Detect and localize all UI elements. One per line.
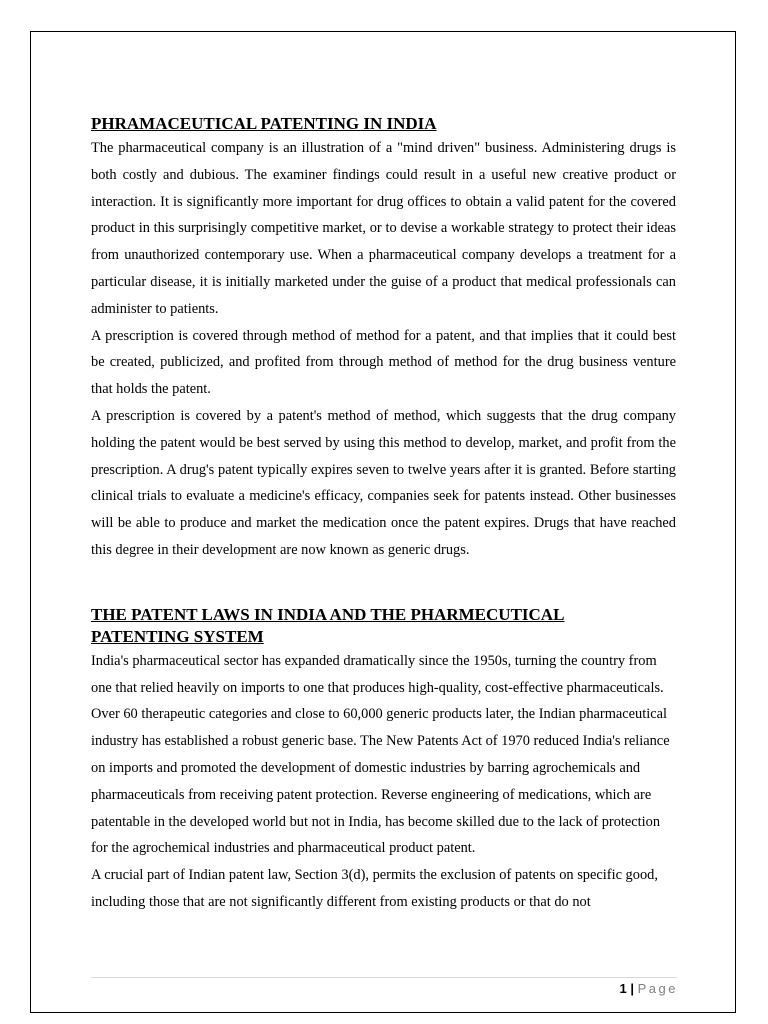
page-number: 1 (619, 981, 627, 996)
footer-separator: | (630, 981, 634, 996)
page-footer (560, 981, 678, 996)
body-paragraph: A crucial part of Indian patent law, Section 3(d), permits the exclusion of patents on specific good, including those that are not significantly different from existing products or that do not (91, 867, 658, 910)
body-paragraph: India's pharmaceutical sector has expanded dramatically since the 1950s, turning the country from one that relied heavily on imports to one that produces high-quality, cost-effective pharmaceuticals. Over 60 therapeutic categories and close to 60,000 generic products later, the Indian pharmaceutical industry has established a robust generic base. The New Patents Act of 1970 reduced India's reliance on imports and promoted the development of domestic industries by barring agrochemicals and pharmaceuticals from receiving patent protection. Reverse engineering of medications, which are patentable in the developed world but not in India, has become skilled due to the lack of protection for the agrochemical industries and pharmaceutical product patent. (91, 652, 670, 857)
body-paragraph: The pharmaceutical company is an illustration of a "mind driven" business. Administering drugs is both costly and dubious. The examiner findings could result in a useful new creative product or interaction. It is significantly more important for drug offices to obtain a valid patent for the covered product in this surprisingly competitive market, or to devise a workable strategy to protect their ideas from unauthorized contemporary use. When a pharmaceutical company develops a treatment for a particular disease, it is initially marketed under the guise of a product that medical professionals can administer to patients. (91, 140, 676, 317)
body-paragraph: A prescription is covered through method of method for a patent, and that implies that it could best be created, publicized, and profited from through method of method for the drug business venture that holds the patent. (91, 327, 676, 398)
section-heading-pharmaceutical-patenting: PHRAMACEUTICAL PATENTING IN INDIA (91, 114, 437, 133)
section-heading-patent-laws: THE PATENT LAWS IN INDIA AND THE PHARMECUTICAL PATENTING SYSTEM (91, 604, 565, 646)
section-spacer (91, 564, 676, 604)
page-label: Page (637, 981, 678, 996)
footer-divider (91, 977, 677, 978)
document-body (91, 113, 676, 916)
body-paragraph: A prescription is covered by a patent's method of method, which suggests that the drug company holding the patent would be best served by using this method to develop, market, and profit from the prescription. A drug's patent typically expires seven to twelve years after it is granted. Before starting clinical trials to evaluate a medicine's efficacy, companies seek for patents instead. Other businesses will be able to produce and market the medication once the patent expires. Drugs that have reached this degree in their development are now known as generic drugs. (91, 407, 676, 558)
